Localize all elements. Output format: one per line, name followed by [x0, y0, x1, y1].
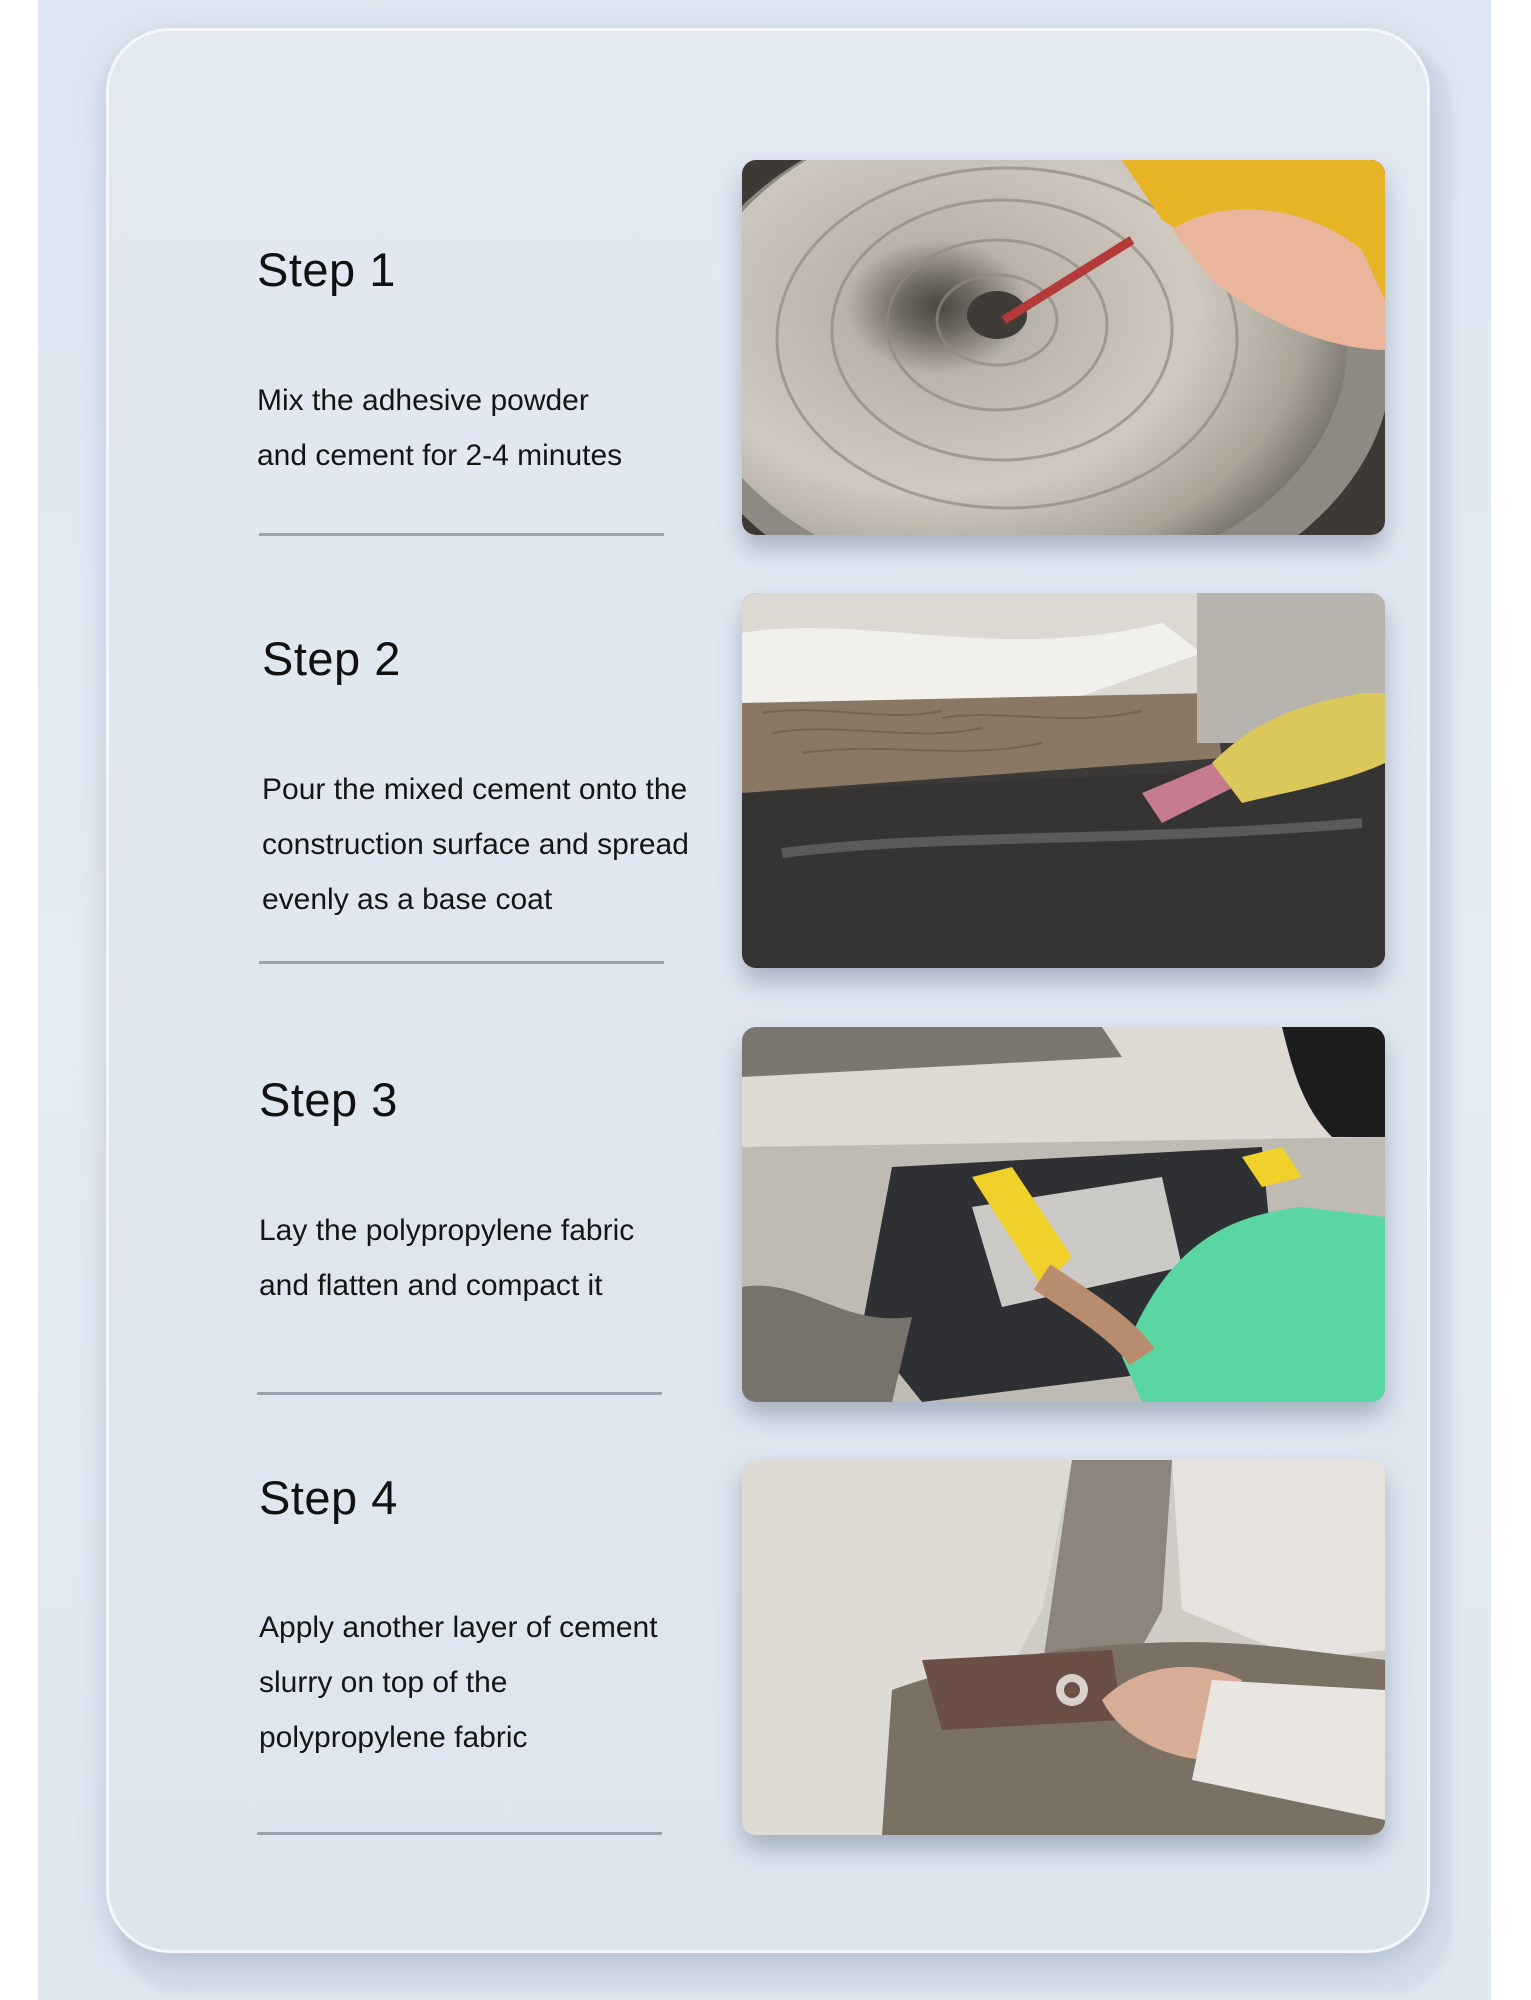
step-2-line-3: evenly as a base coat: [262, 883, 553, 916]
step-2-title: Step 2: [262, 632, 401, 685]
step-3-line-2: and flatten and compact it: [259, 1269, 603, 1302]
step-2-line-2: construction surface and spread: [262, 828, 689, 861]
step-4-line-2: slurry on top of the: [259, 1666, 508, 1699]
step-4-description: [259, 1600, 769, 1765]
step-1-line-1: Mix the adhesive powder: [257, 384, 589, 417]
step-3-title: Step 3: [259, 1073, 398, 1126]
step-3-line-1: Lay the polypropylene fabric: [259, 1214, 635, 1247]
step-3-description: [259, 1203, 769, 1313]
step-1-line-2: and cement for 2-4 minutes: [257, 439, 623, 472]
step-4-divider: [257, 1832, 662, 1835]
step-4-title: Step 4: [259, 1471, 398, 1524]
step-1-title: Step 1: [257, 243, 396, 296]
mixing-bucket-photo: [742, 160, 1385, 535]
step-2-line-1: Pour the mixed cement onto the: [262, 773, 688, 806]
step-4-line-3: polypropylene fabric: [259, 1721, 528, 1754]
step-1-divider: [259, 533, 664, 536]
step-3-divider: [257, 1392, 662, 1395]
step-2-divider: [259, 961, 664, 964]
step-1-description: [257, 373, 767, 483]
spreading-base-coat-photo: [742, 593, 1385, 968]
step-4-line-1: Apply another layer of cement: [259, 1611, 658, 1644]
step-2-description: [262, 762, 772, 927]
applying-slurry-photo: [742, 1460, 1385, 1835]
laying-fabric-photo: [742, 1027, 1385, 1402]
